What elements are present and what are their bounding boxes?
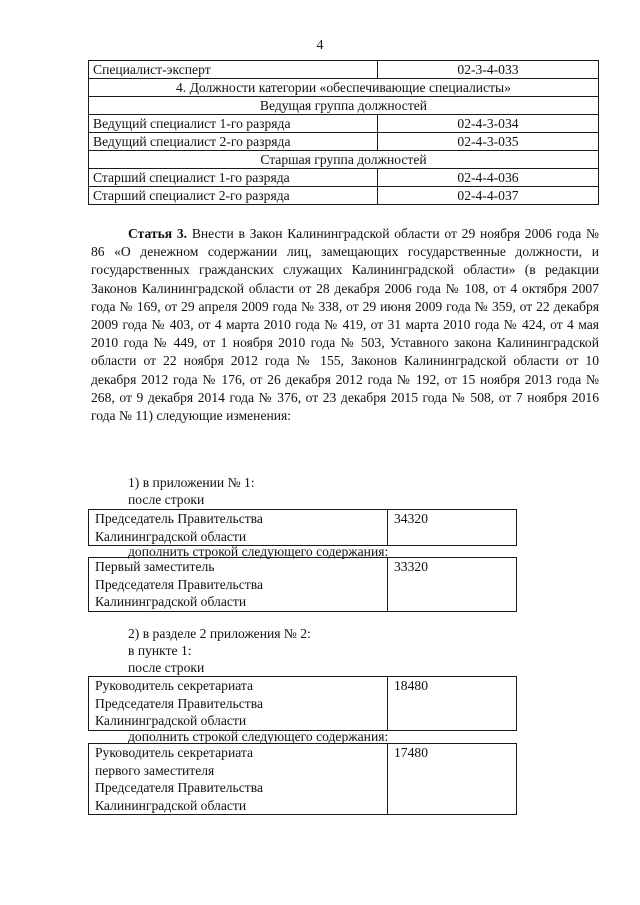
table-group-header-row [89,97,599,115]
new-row-position [89,558,388,612]
group-header-cell: Старшая группа должностей [89,151,599,169]
group-header-cell: Ведущая группа должностей [89,97,599,115]
position-name-cell: Ведущий специалист 2-го разряда [89,133,378,151]
position-line: Председателя Правительства [95,695,263,711]
position-code-cell: 02-3-4-033 [378,61,599,79]
amendment-2-heading: 2) в разделе 2 приложения № 2: [128,626,311,641]
amendment-1-new-row-table [88,557,517,612]
amendment-2-after-line: после строки [128,660,205,675]
article-title: Статья 3. [128,226,188,241]
position-line: Председателя Правительства [95,780,263,795]
position-code-cell: 02-4-3-034 [378,115,599,133]
position-line: Калининградской области [95,528,247,544]
position-name-cell: Старший специалист 1-го разряда [89,169,378,187]
position-code-cell: 02-4-4-036 [378,169,599,187]
position-line: Руководитель секретариата [95,745,254,760]
position-code-cell: 02-4-3-035 [378,133,599,151]
amendment-1-old-row-table [88,509,517,546]
old-row-amount: 34320 [388,510,517,546]
new-row-amount: 33320 [388,558,517,612]
new-row-amount: 17480 [388,744,517,815]
position-line: Руководитель секретариата [95,678,254,693]
position-name-cell: Ведущий специалист 1-го разряда [89,115,378,133]
position-code-cell: 02-4-4-037 [378,187,599,205]
position-line: Калининградской области [95,797,247,813]
amendment-1-heading: 1) в приложении № 1: [128,475,255,490]
position-line: Председатель Правительства [95,511,263,526]
amendment-2-add-line: дополнить строкой следующего содержания: [128,729,389,744]
table-row [89,61,599,79]
position-line: Председателя Правительства [95,576,263,592]
table-row [89,115,599,133]
old-row-position [89,677,388,731]
table-row [89,133,599,151]
amendment-1-add-line: дополнить строкой следующего содержания: [128,544,389,559]
new-row-position [89,744,388,815]
position-name-cell: Специалист-эксперт [89,61,378,79]
amendment-2-new-row-table [88,743,517,815]
position-line: Калининградской области [95,594,247,609]
position-classification-table [88,60,599,205]
amendment-1-after-line: после строки [128,492,205,507]
amendment-2-old-row-table [88,676,517,731]
old-row-amount: 18480 [388,677,517,731]
position-line: первого заместителя [95,762,215,778]
position-line: Калининградской области [95,713,247,728]
table-row [89,187,599,205]
amendment-2-subheading: в пункте 1: [128,643,192,658]
article-3 [91,225,599,425]
position-line: Первый заместитель [95,559,215,574]
table-group-header-row [89,79,599,97]
old-row-position [89,510,388,546]
position-name-cell: Старший специалист 2-го разряда [89,187,378,205]
group-header-cell: 4. Должности категории «обеспечивающие специалисты» [89,79,599,97]
table-group-header-row [89,151,599,169]
article-text: Внести в Закон Калининградской области от 29 ноября 2006 года № 86 «О денежном содержании лиц, замещающих государственные должности, и государственных гражданских служащих Калининградской области» (в редакции Законов Калининградской области от 28 декабря 2006 года № 108, от 4 октября 2007 года № 169, от 29 апреля 2009 года № 338, от 29 июня 2009 года № 359, от 22 декабря 2009 года № 403, от 4 марта 2010 года № 419, от 31 марта 2010 года № 424, от 4 мая 2010 года № 449, от 1 ноября 2010 года № 503, Уставного закона Калининградской области от 22 ноября 2012 года № 155, Законов Калининградской области от 10 декабря 2012 года № 176, от 26 декабря 2012 года № 192, от 15 ноября 2013 года № 268, от 9 декабря 2014 года № 376, от 23 декабря 2015 года № 508, от 7 ноября 2016 года № 11) следующие изменения: [91,226,599,424]
page-number: 4 [316,38,324,53]
table-row [89,169,599,187]
